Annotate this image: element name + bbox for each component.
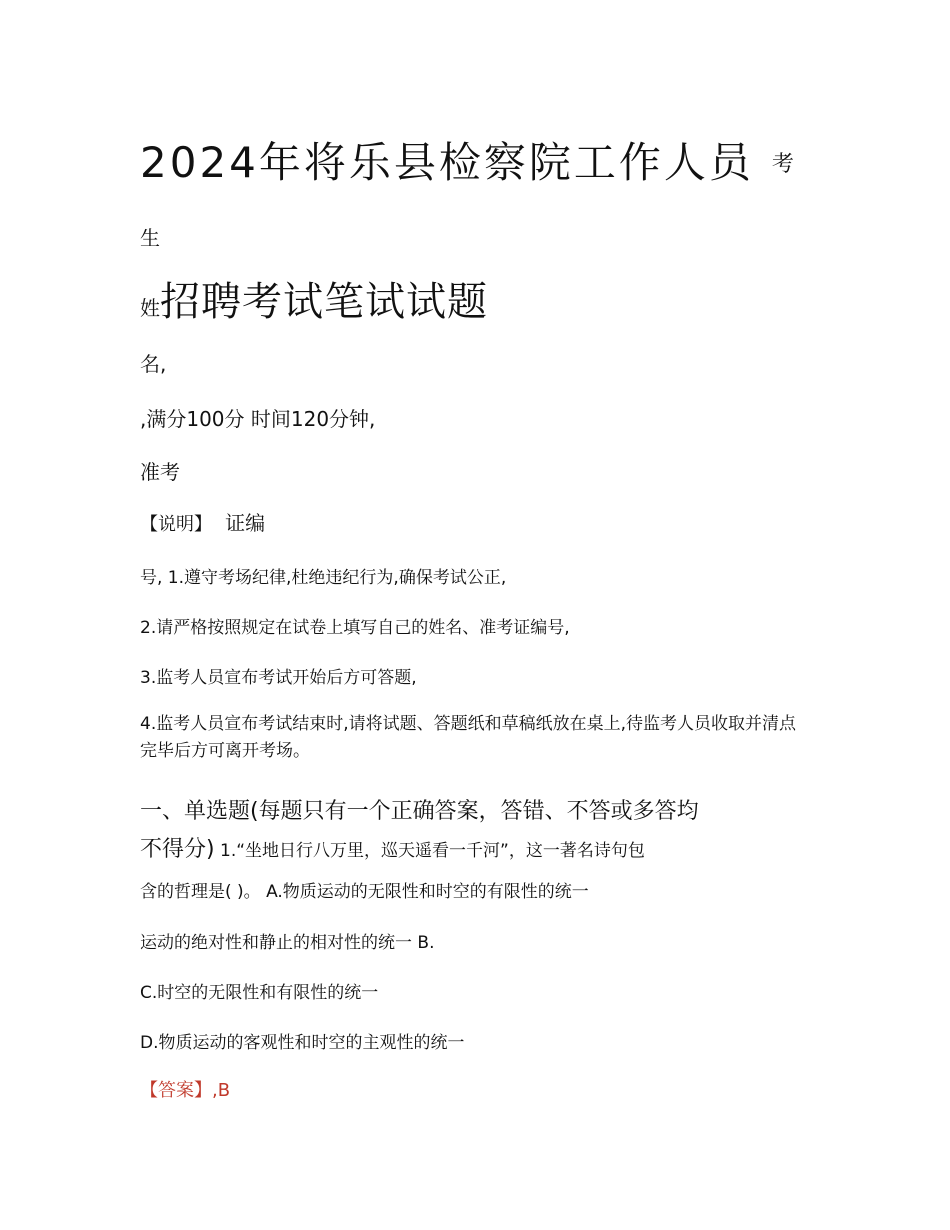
answer-value: ,B [212,1080,231,1101]
rule-3: 3.监考人员宣布考试开始后方可答题, [140,668,417,688]
label-xing: 姓 [140,296,160,320]
answer-label: 【答案】 [140,1080,212,1101]
rule-4: 4.监考人员宣布考试结束时,请将试题、答题纸和草稿纸放在桌上,待监考人员收取并清点完毕后方可离开考场。 [140,714,797,761]
label-sheng: 生 [140,226,160,250]
title-continued: 招聘考试笔试试题 [160,279,488,325]
section-title-cont: 不得分) [140,837,215,862]
label-ming: 名, [140,352,167,376]
question-1-option-c: C.时空的无限性和有限性的统一 [140,983,379,1003]
title-continued-line [140,270,488,327]
section-title: 一、单选题(每题只有一个正确答案，答错、不答或多答均 [140,799,699,824]
question-1-option-b: 运动的绝对性和静止的相对性的统一 B. [140,933,435,953]
question-1-stem [140,832,645,863]
label-zhunkao: 准考 [140,460,180,484]
question-1-option-d: D.物质运动的客观性和时空的主观性的统一 [140,1033,465,1053]
page-title [140,130,794,190]
instructions-header [140,507,265,536]
title-side-text: 考 [771,152,794,177]
title-main: 2024年将乐县检察院工作人员 [140,138,754,187]
question-1-stem-text: 1.“坐地日行八万里，巡天遥看一千河”，这一著名诗句包 [214,841,645,861]
instructions-side-text: 证编 [225,511,266,535]
score-time-info: ,满分100分 时间120分钟, [140,407,376,431]
question-1-option-a: 含的哲理是( )。 A.物质运动的无限性和时空的有限性的统一 [140,882,589,902]
instructions-label: 【说明】 [140,514,212,535]
rule-1: 号, 1.遵守考场纪律,杜绝违纪行为,确保考试公正, [140,568,507,588]
answer-line [140,1076,230,1102]
rule-2: 2.请严格按照规定在试卷上填写自己的姓名、准考证编号, [140,618,570,638]
